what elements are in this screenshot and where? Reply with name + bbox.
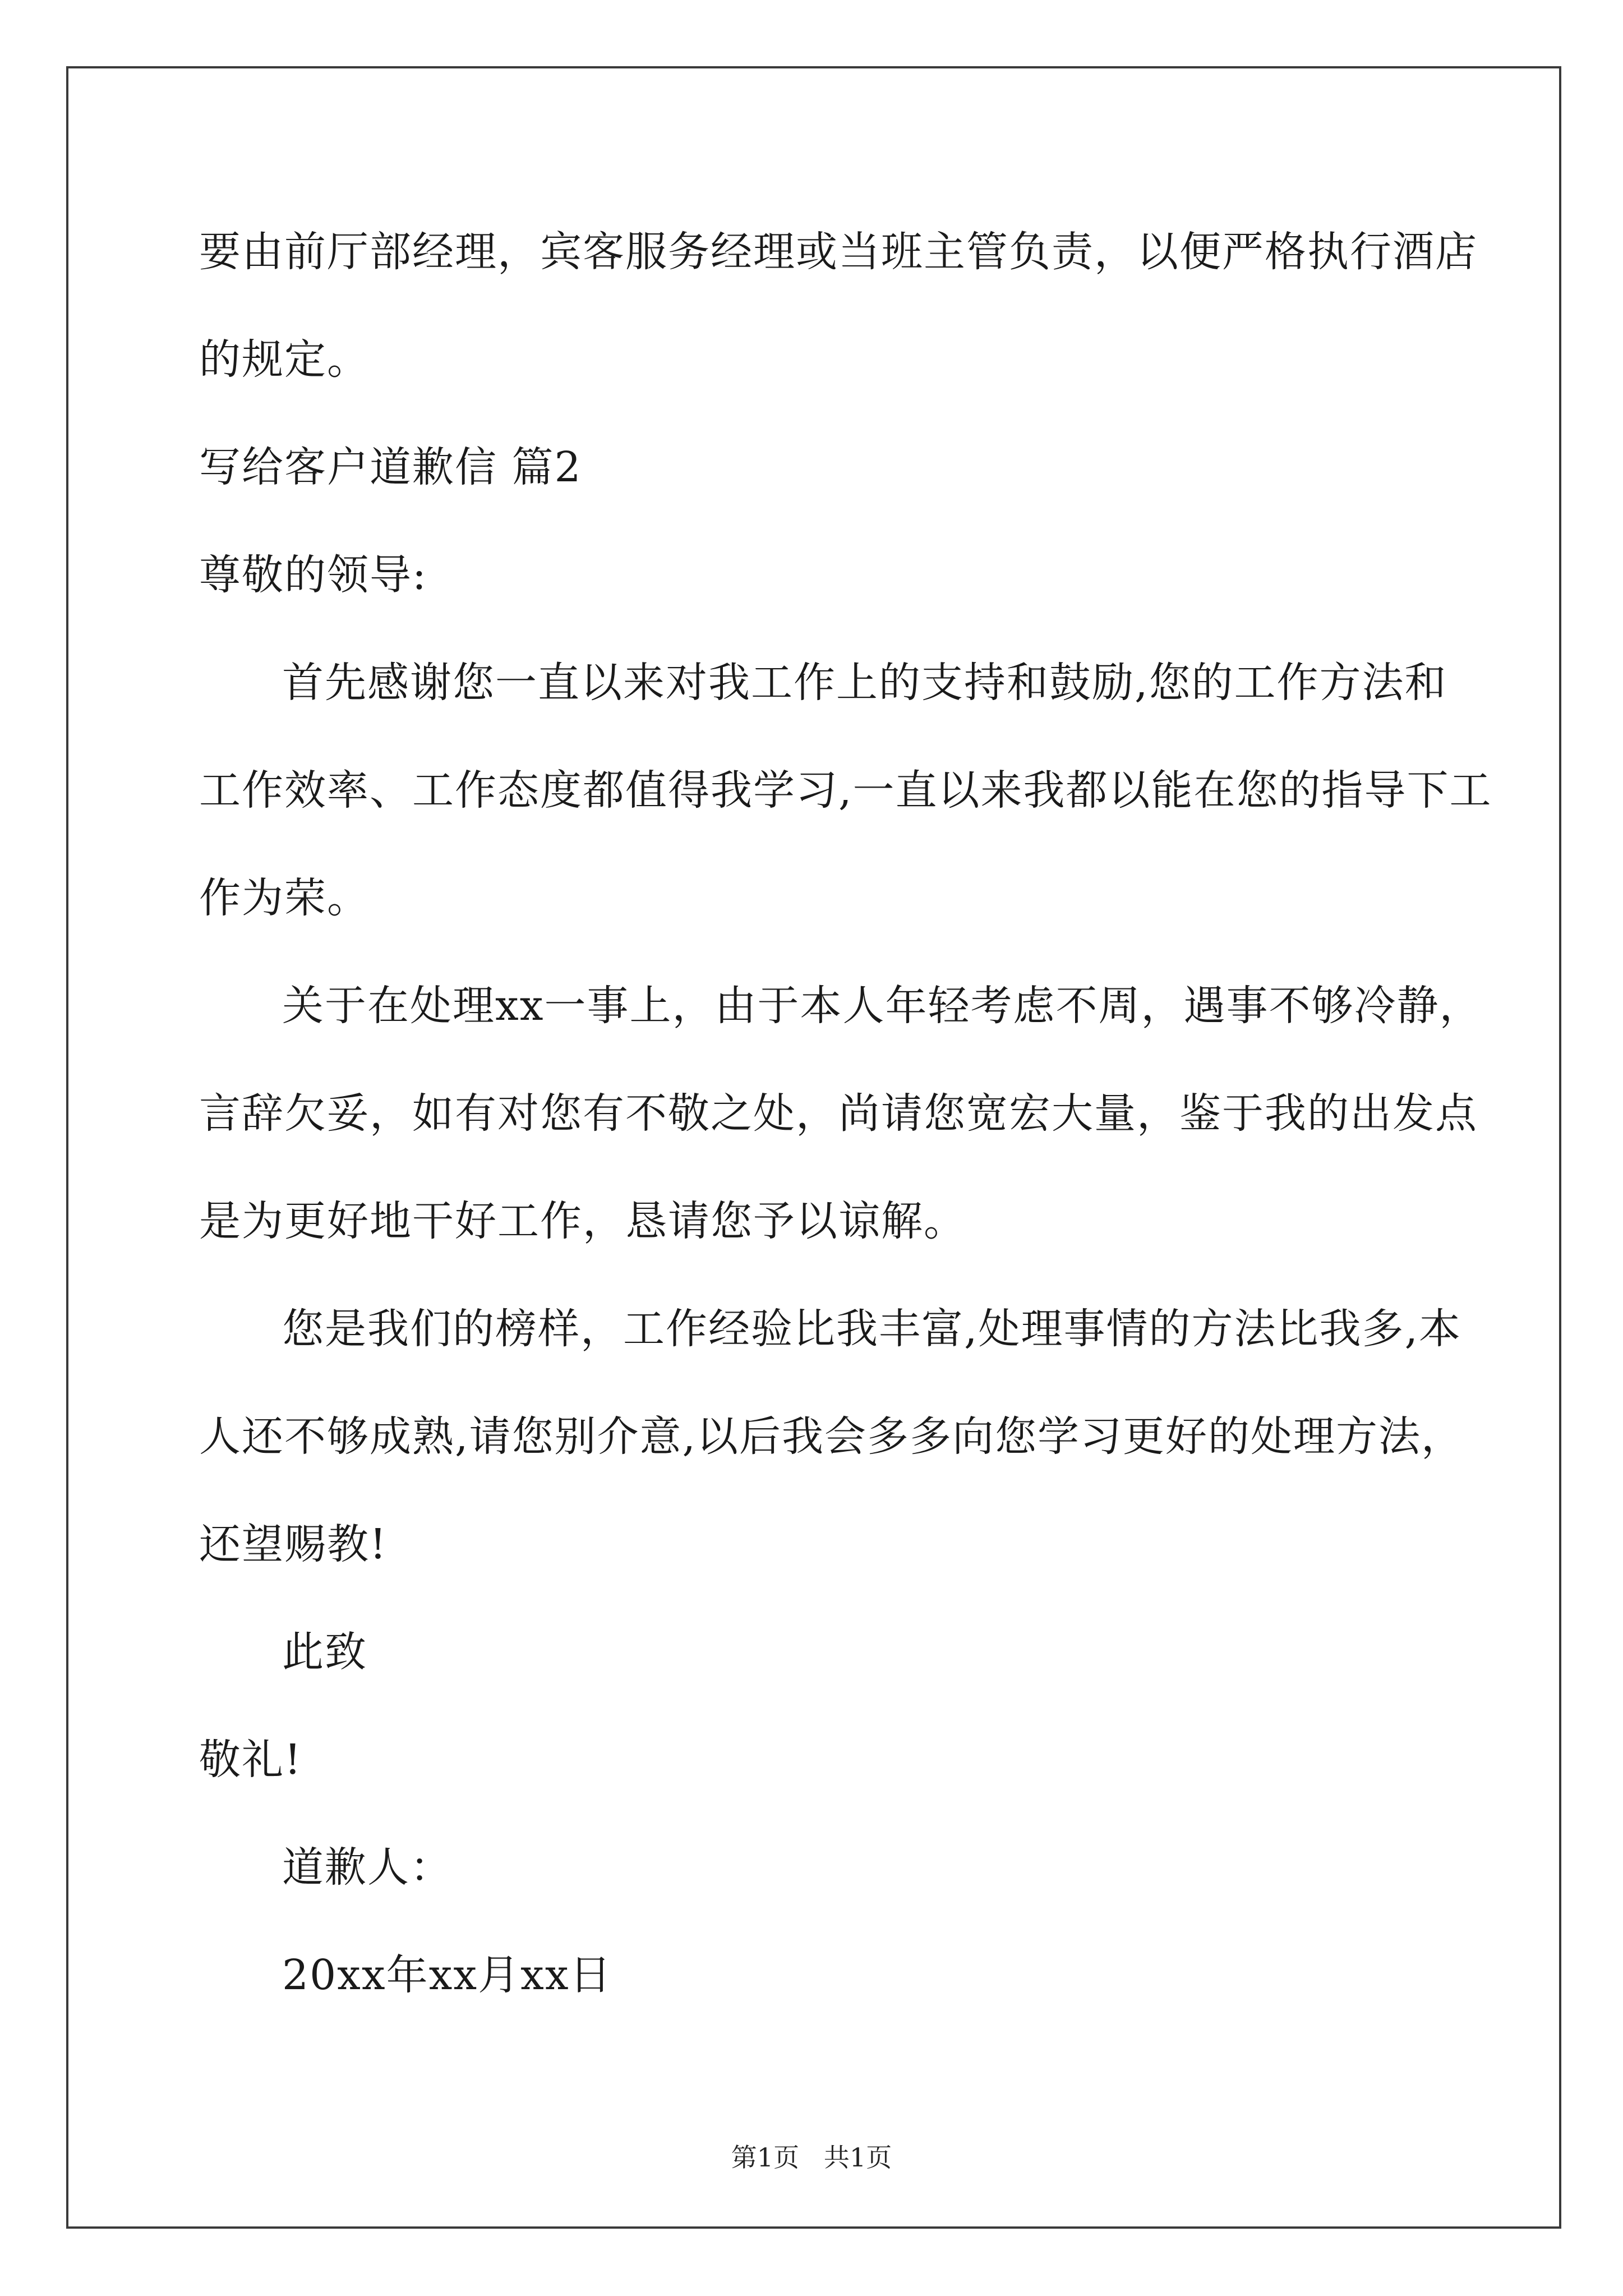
paragraph-line: 作为荣。 xyxy=(199,874,370,922)
closing-line: 此致 xyxy=(282,1628,367,1676)
paragraph-line: 关于在处理xx一事上，由于本人年轻考虑不周，遇事不够冷静， xyxy=(282,982,1482,1030)
paragraph-line: 您是我们的榜样，工作经验比我丰富,处理事情的方法比我多,本 xyxy=(282,1305,1462,1353)
section-heading: 写给客户道歉信 篇2 xyxy=(199,443,582,491)
paragraph-line: 的规定。 xyxy=(199,335,370,384)
date-line: 20xx年xx月xx日 xyxy=(282,1951,612,1999)
paragraph-line: 还望赐教! xyxy=(199,1520,388,1568)
salutation: 尊敬的领导: xyxy=(199,551,427,599)
paragraph-line: 要由前厅部经理，宾客服务经理或当班主管负责，以便严格执行酒店 xyxy=(199,228,1478,276)
paragraph-line: 人还不够成熟,请您别介意,以后我会多多向您学习更好的处理方法， xyxy=(199,1412,1464,1461)
page-footer: 第1页 共1页 xyxy=(731,2142,892,2173)
paragraph-line: 是为更好地干好工作，恳请您予以谅解。 xyxy=(199,1197,966,1245)
page-border xyxy=(66,66,1561,2229)
paragraph-line: 言辞欠妥，如有对您有不敬之处，尚请您宽宏大量，鉴于我的出发点 xyxy=(199,1089,1478,1138)
paragraph-line: 首先感谢您一直以来对我工作上的支持和鼓励,您的工作方法和 xyxy=(282,659,1447,707)
paragraph-line: 工作效率、工作态度都值得我学习,一直以来我都以能在您的指导下工 xyxy=(199,766,1492,815)
closing-regards: 敬礼! xyxy=(199,1736,302,1784)
signature-line: 道歉人： xyxy=(282,1843,453,1892)
